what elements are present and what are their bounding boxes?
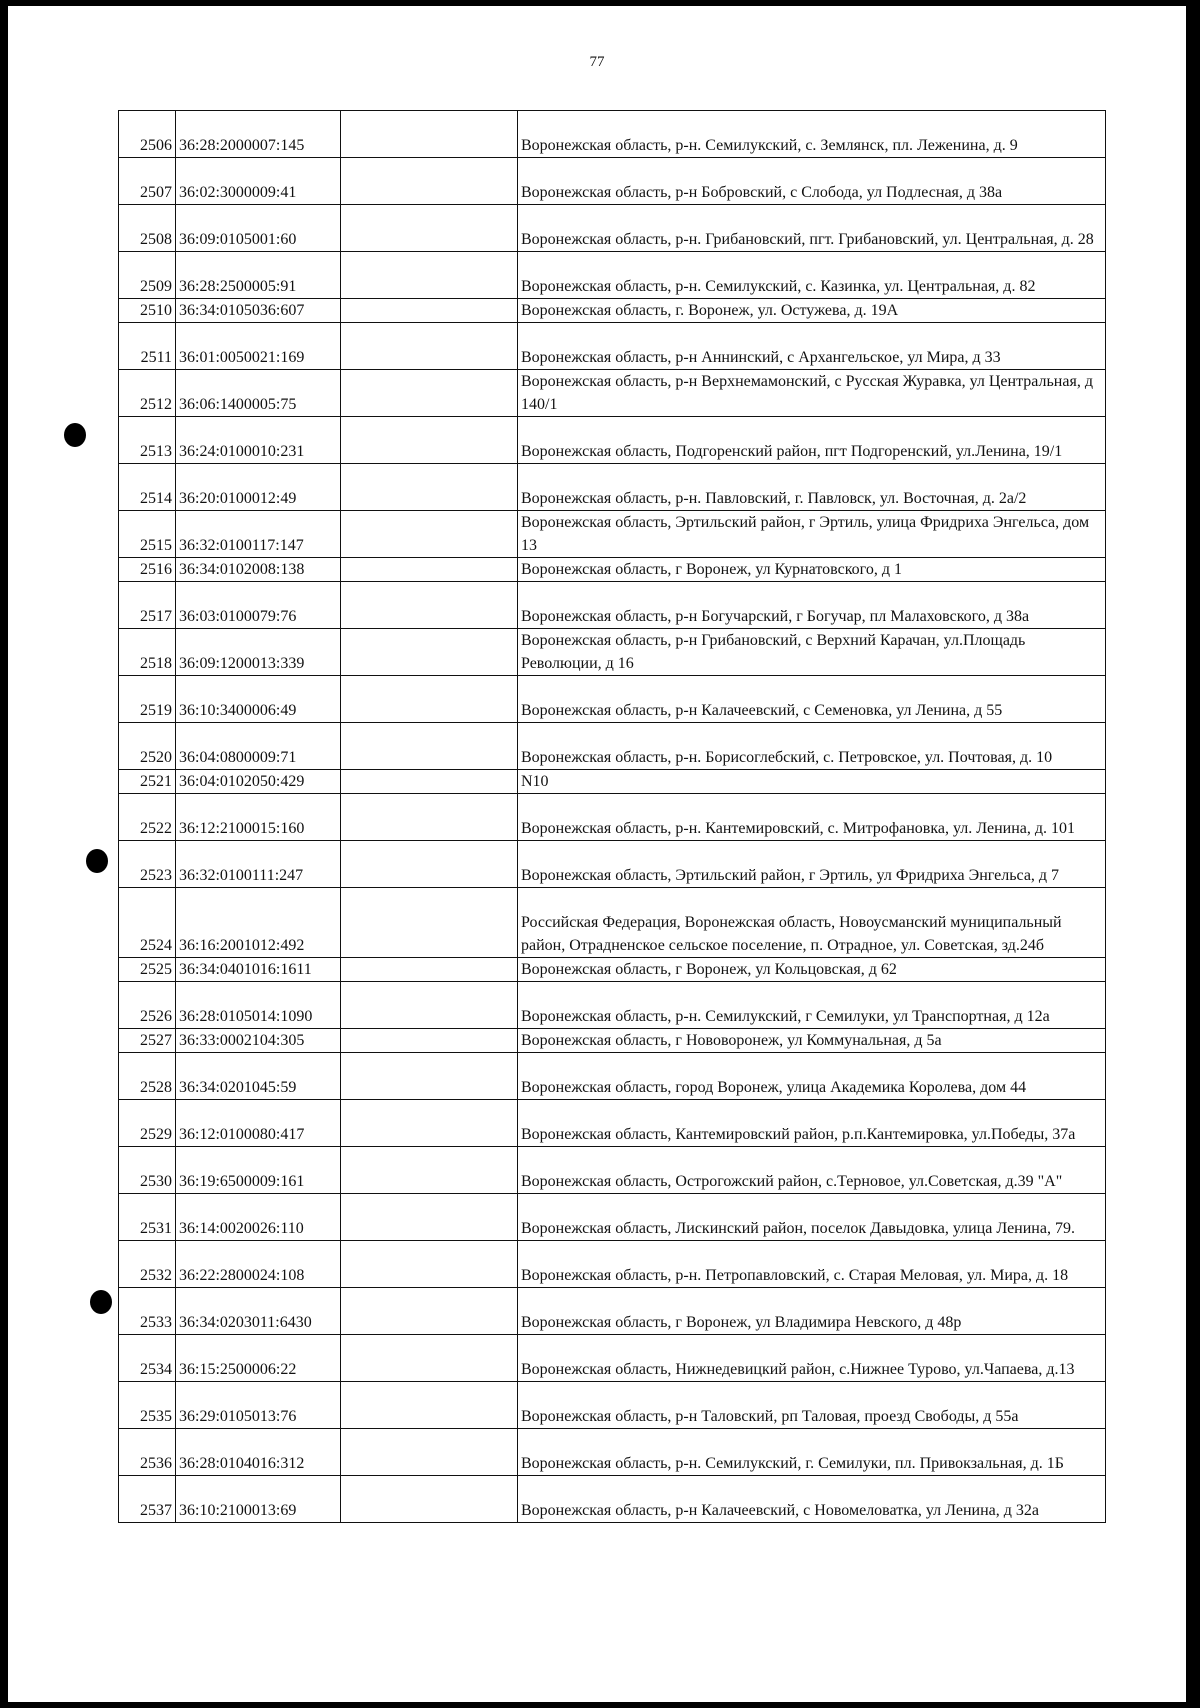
blank-cell [341,676,518,723]
row-number-cell: 2532 [119,1241,176,1288]
row-number-cell: 2506 [119,111,176,158]
address-cell: N10 [518,770,1106,794]
cadastral-number-cell: 36:06:1400005:75 [176,370,341,417]
address-cell: Воронежская область, р-н. Семилукский, с. Казинка, ул. Центральная, д. 82 [518,252,1106,299]
address-cell: Воронежская область, г Нововоронеж, ул Коммунальная, д 5а [518,1029,1106,1053]
address-cell: Воронежская область, Нижнедевицкий район, с.Нижнее Турово, ул.Чапаева, д.13 [518,1335,1106,1382]
table-row [119,111,1106,158]
row-number-cell: 2529 [119,1100,176,1147]
table-row [119,323,1106,370]
blank-cell [341,629,518,676]
blank-cell [341,841,518,888]
table-row [119,1147,1106,1194]
table-row [119,252,1106,299]
cadastral-number-cell: 36:19:6500009:161 [176,1147,341,1194]
address-cell: Воронежская область, г Воронеж, ул Кольцовская, д 62 [518,958,1106,982]
table-row [119,629,1106,676]
blank-cell [341,1382,518,1429]
table-row [119,1476,1106,1523]
blank-cell [341,158,518,205]
cadastral-number-cell: 36:28:2000007:145 [176,111,341,158]
blank-cell [341,1147,518,1194]
address-cell: Воронежская область, р-н Аннинский, с Архангельское, ул Мира, д 33 [518,323,1106,370]
address-cell: Воронежская область, р-н Калачеевский, с Семеновка, ул Ленина, д 55 [518,676,1106,723]
row-number-cell: 2508 [119,205,176,252]
blank-cell [341,1335,518,1382]
cadastral-number-cell: 36:22:2800024:108 [176,1241,341,1288]
table-row [119,770,1106,794]
blank-cell [341,888,518,958]
address-cell: Воронежская область, р-н Грибановский, с Верхний Карачан, ул.Площадь Революции, д 16 [518,629,1106,676]
address-cell: Воронежская область, р-н. Павловский, г. Павловск, ул. Восточная, д. 2а/2 [518,464,1106,511]
table-row [119,794,1106,841]
row-number-cell: 2524 [119,888,176,958]
row-number-cell: 2536 [119,1429,176,1476]
page-number: 77 [589,54,605,70]
table-row [119,1053,1106,1100]
blank-cell [341,1100,518,1147]
punch-hole-mark [90,1290,112,1314]
row-number-cell: 2520 [119,723,176,770]
cadastral-number-cell: 36:28:2500005:91 [176,252,341,299]
table-row [119,1288,1106,1335]
blank-cell [341,1241,518,1288]
address-cell: Воронежская область, р-н. Семилукский, г Семилуки, ул Транспортная, д 12а [518,982,1106,1029]
blank-cell [341,323,518,370]
address-cell: Воронежская область, р-н Верхнемамонский, с Русская Журавка, ул Центральная, д 140/1 [518,370,1106,417]
blank-cell [341,1288,518,1335]
cadastral-number-cell: 36:20:0100012:49 [176,464,341,511]
table-row [119,1100,1106,1147]
table-row [119,511,1106,558]
cadastral-number-cell: 36:32:0100117:147 [176,511,341,558]
address-cell: Воронежская область, г. Воронеж, ул. Остужева, д. 19А [518,299,1106,323]
row-number-cell: 2537 [119,1476,176,1523]
row-number-cell: 2509 [119,252,176,299]
table-row [119,582,1106,629]
table-row [119,299,1106,323]
blank-cell [341,464,518,511]
cadastral-number-cell: 36:12:2100015:160 [176,794,341,841]
address-cell: Российская Федерация, Воронежская область, Новоусманский муниципальный район, Отрадненское сельское поселение, п. Отрадное, ул. Советская, зд.24б [518,888,1106,958]
cadastral-number-cell: 36:10:3400006:49 [176,676,341,723]
address-cell: Воронежская область, г Воронеж, ул Владимира Невского, д 48р [518,1288,1106,1335]
row-number-cell: 2516 [119,558,176,582]
cadastral-number-cell: 36:29:0105013:76 [176,1382,341,1429]
cadastral-number-cell: 36:14:0020026:110 [176,1194,341,1241]
address-cell: Воронежская область, Острогожский район, с.Терновое, ул.Советская, д.39 "А" [518,1147,1106,1194]
cadastral-number-cell: 36:24:0100010:231 [176,417,341,464]
row-number-cell: 2521 [119,770,176,794]
address-cell: Воронежская область, р-н. Петропавловский, с. Старая Меловая, ул. Мира, д. 18 [518,1241,1106,1288]
cadastral-number-cell: 36:34:0201045:59 [176,1053,341,1100]
table-row [119,370,1106,417]
table-row [119,464,1106,511]
address-cell: Воронежская область, р-н. Кантемировский, с. Митрофановка, ул. Ленина, д. 101 [518,794,1106,841]
cadastral-number-cell: 36:01:0050021:169 [176,323,341,370]
cadastral-number-cell: 36:32:0100111:247 [176,841,341,888]
address-cell: Воронежская область, Эртильский район, г Эртиль, ул Фридриха Энгельса, д 7 [518,841,1106,888]
cadastral-number-cell: 36:04:0102050:429 [176,770,341,794]
cadastral-number-cell: 36:28:0104016:312 [176,1429,341,1476]
row-number-cell: 2507 [119,158,176,205]
row-number-cell: 2517 [119,582,176,629]
blank-cell [341,299,518,323]
row-number-cell: 2534 [119,1335,176,1382]
punch-hole-mark [86,849,108,873]
cadastral-number-cell: 36:28:0105014:1090 [176,982,341,1029]
blank-cell [341,582,518,629]
row-number-cell: 2533 [119,1288,176,1335]
address-cell: Воронежская область, г Воронеж, ул Курнатовского, д 1 [518,558,1106,582]
row-number-cell: 2527 [119,1029,176,1053]
row-number-cell: 2511 [119,323,176,370]
address-cell: Воронежская область, р-н Богучарский, г Богучар, пл Малаховского, д 38а [518,582,1106,629]
address-cell: Воронежская область, Эртильский район, г Эртиль, улица Фридриха Энгельса, дом 13 [518,511,1106,558]
blank-cell [341,1053,518,1100]
cadastral-number-cell: 36:34:0203011:6430 [176,1288,341,1335]
row-number-cell: 2525 [119,958,176,982]
table-row [119,158,1106,205]
table-row [119,676,1106,723]
blank-cell [341,370,518,417]
property-registry-table [118,110,1106,1523]
row-number-cell: 2512 [119,370,176,417]
row-number-cell: 2535 [119,1382,176,1429]
document-page [8,6,1186,1702]
row-number-cell: 2531 [119,1194,176,1241]
blank-cell [341,794,518,841]
table-row [119,958,1106,982]
cadastral-number-cell: 36:02:3000009:41 [176,158,341,205]
registry-table-body [119,111,1106,1523]
cadastral-number-cell: 36:04:0800009:71 [176,723,341,770]
cadastral-number-cell: 36:16:2001012:492 [176,888,341,958]
row-number-cell: 2528 [119,1053,176,1100]
table-row [119,1194,1106,1241]
address-cell: Воронежская область, р-н. Семилукский, г. Семилуки, пл. Привокзальная, д. 1Б [518,1429,1106,1476]
address-cell: Воронежская область, р-н. Грибановский, пгт. Грибановский, ул. Центральная, д. 28 [518,205,1106,252]
blank-cell [341,558,518,582]
cadastral-number-cell: 36:15:2500006:22 [176,1335,341,1382]
address-cell: Воронежская область, р-н. Семилукский, с. Землянск, пл. Леженина, д. 9 [518,111,1106,158]
blank-cell [341,982,518,1029]
blank-cell [341,1476,518,1523]
table-row [119,982,1106,1029]
cadastral-number-cell: 36:34:0401016:1611 [176,958,341,982]
address-cell: Воронежская область, р-н Калачеевский, с Новомеловатка, ул Ленина, д 32а [518,1476,1106,1523]
blank-cell [341,958,518,982]
row-number-cell: 2523 [119,841,176,888]
table-row [119,1241,1106,1288]
row-number-cell: 2510 [119,299,176,323]
punch-hole-mark [64,423,86,447]
blank-cell [341,205,518,252]
cadastral-number-cell: 36:09:1200013:339 [176,629,341,676]
blank-cell [341,417,518,464]
blank-cell [341,252,518,299]
row-number-cell: 2515 [119,511,176,558]
table-row [119,723,1106,770]
table-row [119,205,1106,252]
address-cell: Воронежская область, Лискинский район, поселок Давыдовка, улица Ленина, 79. [518,1194,1106,1241]
table-row [119,558,1106,582]
table-row [119,1335,1106,1382]
table-row [119,841,1106,888]
cadastral-number-cell: 36:33:0002104:305 [176,1029,341,1053]
cadastral-number-cell: 36:09:0105001:60 [176,205,341,252]
cadastral-number-cell: 36:12:0100080:417 [176,1100,341,1147]
table-row [119,417,1106,464]
blank-cell [341,770,518,794]
row-number-cell: 2530 [119,1147,176,1194]
row-number-cell: 2518 [119,629,176,676]
table-row [119,888,1106,958]
address-cell: Воронежская область, Кантемировский район, р.п.Кантемировка, ул.Победы, 37а [518,1100,1106,1147]
address-cell: Воронежская область, р-н Бобровский, с Слобода, ул Подлесная, д 38а [518,158,1106,205]
blank-cell [341,1029,518,1053]
table-row [119,1029,1106,1053]
row-number-cell: 2513 [119,417,176,464]
row-number-cell: 2526 [119,982,176,1029]
blank-cell [341,723,518,770]
row-number-cell: 2514 [119,464,176,511]
table-row [119,1429,1106,1476]
blank-cell [341,1429,518,1476]
address-cell: Воронежская область, р-н. Борисоглебский, с. Петровское, ул. Почтовая, д. 10 [518,723,1106,770]
blank-cell [341,111,518,158]
address-cell: Воронежская область, р-н Таловский, рп Таловая, проезд Свободы, д 55а [518,1382,1106,1429]
cadastral-number-cell: 36:34:0102008:138 [176,558,341,582]
cadastral-number-cell: 36:10:2100013:69 [176,1476,341,1523]
address-cell: Воронежская область, Подгоренский район, пгт Подгоренский, ул.Ленина, 19/1 [518,417,1106,464]
row-number-cell: 2522 [119,794,176,841]
row-number-cell: 2519 [119,676,176,723]
address-cell: Воронежская область, город Воронеж, улица Академика Королева, дом 44 [518,1053,1106,1100]
cadastral-number-cell: 36:03:0100079:76 [176,582,341,629]
cadastral-number-cell: 36:34:0105036:607 [176,299,341,323]
blank-cell [341,511,518,558]
blank-cell [341,1194,518,1241]
table-row [119,1382,1106,1429]
